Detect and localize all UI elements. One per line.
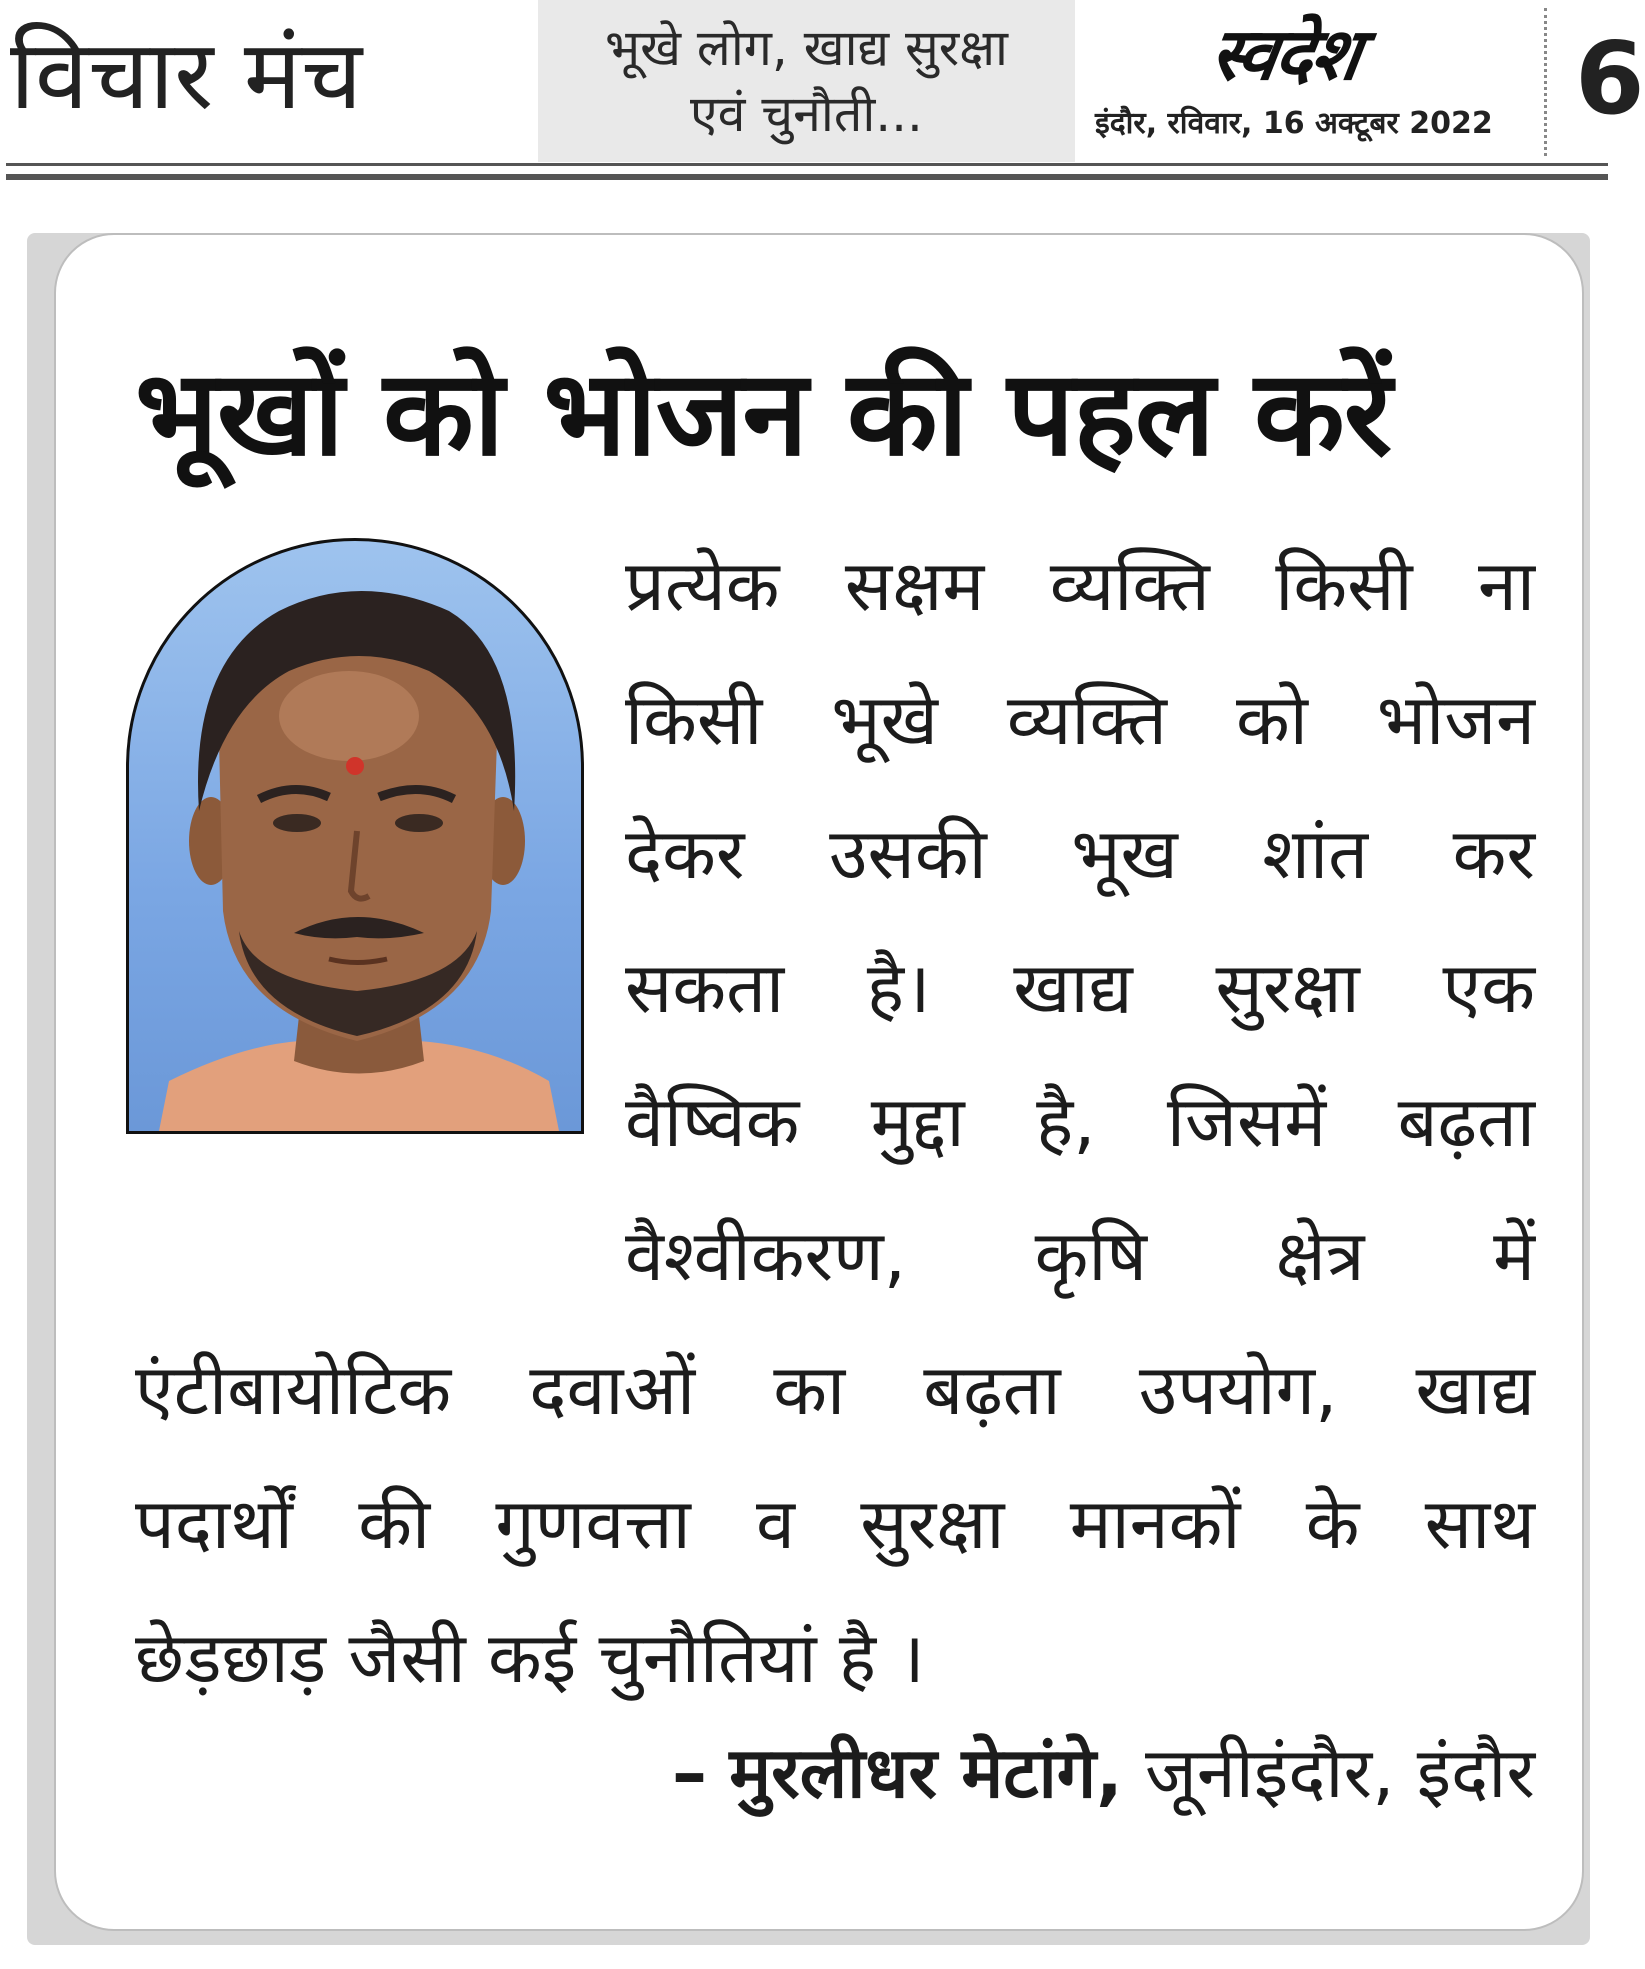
- body-line-6: वैश्वीकरण, कृषि क्षेत्र में: [625, 1215, 1535, 1297]
- body-line-7: एंटीबायोटिक दवाओं का बढ़ता उपयोग, खाद्य: [135, 1349, 1535, 1431]
- header-rule-thin: [6, 163, 1608, 166]
- body-line-2: किसी भूखे व्यक्ति को भोजन: [625, 679, 1535, 761]
- newspaper-logo: स्वदेश: [1205, 11, 1365, 96]
- article-headline: भूखों को भोजन की पहल करें: [135, 344, 1391, 482]
- page-header: [0, 0, 1645, 185]
- section-title: विचार मंच: [10, 19, 363, 131]
- dateline: इंदौर, रविवार, 16 अक्टूबर 2022: [1095, 106, 1493, 141]
- body-line-4: सकता है। खाद्य सुरक्षा एक: [625, 947, 1535, 1029]
- byline-author: मुरलीधर मेटांगे,: [729, 1732, 1123, 1814]
- portrait-illustration: [129, 541, 581, 1131]
- teaser-box[interactable]: [538, 0, 1075, 162]
- body-line-3: देकर उसकी भूख शांत कर: [625, 813, 1535, 895]
- teaser-line-1: भूखे लोग, खाद्य सुरक्षा: [604, 19, 1009, 77]
- byline-place: जूनीइंदौर, इंदौर: [1144, 1732, 1535, 1814]
- body-line-8: पदार्थों की गुणवत्ता व सुरक्षा मानकों के साथ: [135, 1483, 1535, 1565]
- byline-dash: –: [672, 1732, 708, 1814]
- author-photo: [126, 538, 584, 1134]
- body-line-9: छेड़छाड़ जैसी कई चुनौतियां है ।: [135, 1617, 925, 1699]
- body-line-1: प्रत्येक सक्षम व्यक्ति किसी ना: [625, 545, 1535, 627]
- body-line-5: वैष्विक मुद्दा है, जिसमें बढ़ता: [625, 1081, 1535, 1163]
- header-rule-thick: [6, 174, 1608, 180]
- article-byline: [440, 1718, 1535, 1828]
- dotted-divider: [1544, 8, 1547, 156]
- teaser-line-2: एवं चुनौती...: [690, 85, 923, 143]
- masthead: [1095, 6, 1493, 156]
- page-number: 6: [1575, 20, 1645, 137]
